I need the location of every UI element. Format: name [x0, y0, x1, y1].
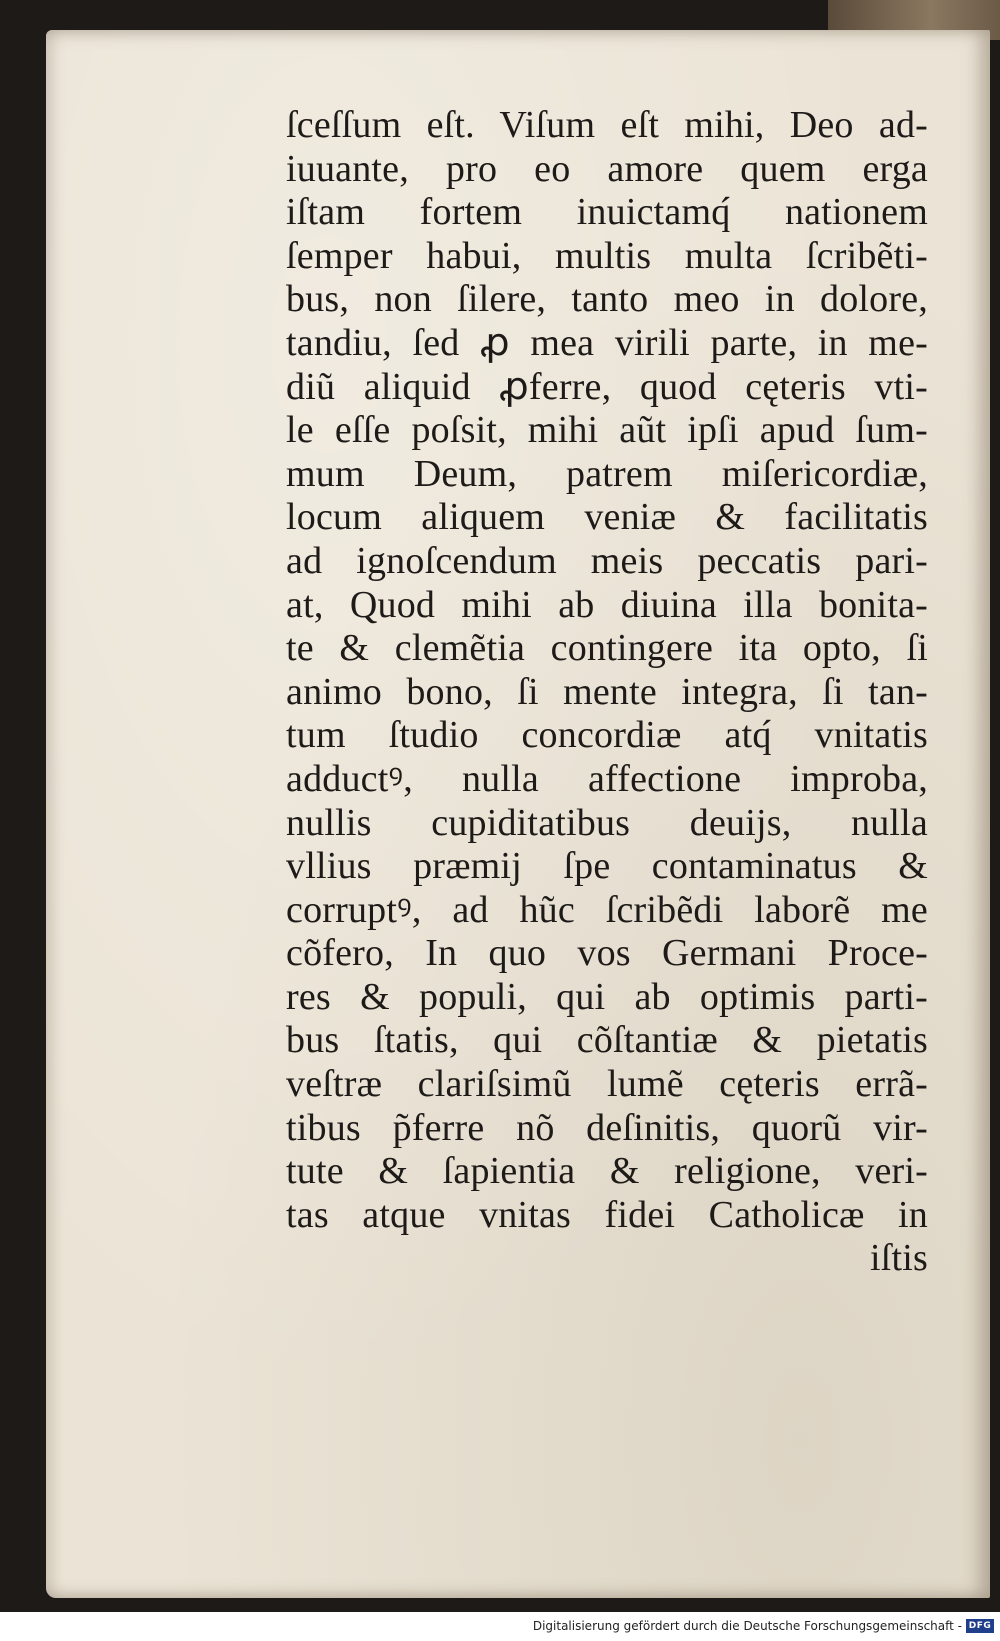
footer-credit: Digitalisierung gefördert durch die Deutsche Forschungsgemeinschaft -	[532, 1619, 962, 1633]
page-text-block	[286, 104, 928, 1281]
text-line: iſtam fortem inuictamq́ nationem	[286, 191, 928, 234]
dfg-logo: DFG	[966, 1619, 994, 1633]
text-line: cõfero, In quo vos Germani Proce-	[286, 932, 928, 975]
text-line: te & clemẽtia contingere ita opto, ſi	[286, 627, 928, 670]
text-line: mum Deum, patrem miſericordiæ,	[286, 452, 928, 495]
text-line: ad ignoſcendum meis peccatis pari-	[286, 539, 928, 582]
text-line: nullis cupiditatibus deuijs, nulla	[286, 801, 928, 844]
text-line: ſceſſum eſt. Viſum eſt mihi, Deo ad-	[286, 104, 928, 146]
text-line: at, Quod mihi ab diuina illa bonita-	[286, 583, 928, 626]
text-line: ſemper habui, multis multa ſcribẽti-	[286, 234, 928, 277]
text-line: diũ aliquid ꝓferre, quod cęteris vti-	[286, 365, 928, 408]
text-line: veſtræ clariſsimũ lumẽ cęteris errã-	[286, 1063, 928, 1106]
text-line: iuuante, pro eo amore quem erga	[286, 147, 928, 190]
text-line: res & populi, qui ab optimis parti-	[286, 975, 928, 1018]
text-line: locum aliquem veniæ & facilitatis	[286, 496, 928, 539]
footer-bar	[0, 1612, 1000, 1641]
text-line: tum ſtudio concordiæ atq́ vnitatis	[286, 714, 928, 757]
text-line: vllius præmij ſpe contaminatus &	[286, 845, 928, 888]
text-line: tibus p̃ferre nõ deſinitis, quorũ vir-	[286, 1106, 928, 1149]
text-line: tas atque vnitas fidei Catholicæ in	[286, 1193, 928, 1236]
text-line: corruptꝰ, ad hũc ſcribẽdi laborẽ me	[286, 888, 928, 931]
text-line: tandiu, ſed ꝓ mea virili parte, in me-	[286, 321, 928, 364]
text-line: le eſſe poſsit, mihi aũt ipſi apud ſum-	[286, 409, 928, 452]
text-line: bus ſtatis, qui cõſtantiæ & pietatis	[286, 1019, 928, 1062]
catchword: iſtis	[869, 1237, 928, 1280]
text-line: tute & ſapientia & religione, veri-	[286, 1150, 928, 1193]
text-line: adductꝰ, nulla affectione improba,	[286, 757, 928, 800]
text-line: animo bono, ſi mente integra, ſi tan-	[286, 670, 928, 713]
text-line: bus, non ſilere, tanto meo in dolore,	[286, 278, 928, 321]
